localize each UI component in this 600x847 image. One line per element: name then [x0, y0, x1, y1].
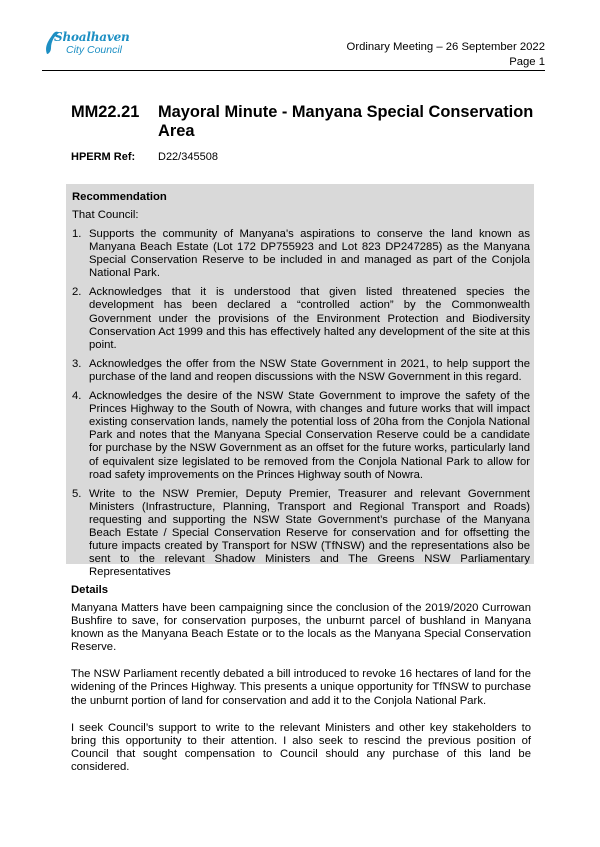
details-paragraph: The NSW Parliament recently debated a bill introduced to revoke 16 hectares of land for the widening of the Princes Highway. This presents a unique opportunity for TfNSW to purchase the unburnt portion of land for conservation and add it to the Conjola National Park. [71, 668, 531, 707]
recommendation-heading: Recommendation [72, 191, 167, 203]
item-text: Acknowledges the offer from the NSW State Government in 2021, to help support the purchase of the land and reopen discussions with the NSW Government in this regard. [89, 357, 530, 383]
list-item [72, 228, 530, 280]
details-paragraph: Manyana Matters have been campaigning since the conclusion of the 2019/2020 Currowan Bushfire to save, for conservation purposes, the unburnt parcel of bushland in Manyana known as the Manyana Beach Estate or to the locals as the Manyana Special Conservation Reserve. [71, 602, 531, 654]
item-number: 5. [72, 487, 82, 500]
page-number: Page 1 [509, 56, 545, 68]
page-header [347, 40, 545, 70]
list-item [72, 390, 530, 482]
item-code: MM22.21 [71, 103, 140, 121]
item-number: 3. [72, 357, 82, 370]
details-heading: Details [71, 584, 109, 596]
logo-name: Shoalhaven [54, 30, 130, 44]
recommendation-list [72, 228, 530, 585]
item-text: Supports the community of Manyana's aspirations to conserve the land known as Manyana Beach Estate (Lot 172 DP755923 and Lot 823 DP247285) as the Manyana Special Conservation Reserve to be included in and managed as part of the Conjola National Park. [89, 228, 530, 280]
item-number: 4. [72, 390, 82, 403]
logo-subtitle: City Council [66, 44, 123, 56]
list-item [72, 358, 530, 384]
list-item [72, 488, 530, 580]
item-text: Acknowledges that it is understood that given listed threatened species the development has been declared a “controlled action” by the Commonwealth Government under the provisions of the Environment Protection and Biodiversity Conservation Act 1999 and this has effectively halted any development of the site at this point. [89, 286, 530, 351]
ref-value: D22/345508 [158, 151, 218, 163]
details-paragraph: I seek Council’s support to write to the relevant Ministers and other key stakeholders to bring this opportunity to their attention. I also seek to rescind the previous position of Council that sought compensation to Council should any purchase of this land be considered. [71, 721, 531, 773]
item-text: Acknowledges the desire of the NSW State Government to improve the safety of the Princes Highway to the South of Nowra, with changes and future works that will impact existing conservation lands, namely the potential loss of 20ha from the Conjola National Park and notes that the Manyana Special Conservation Reserve could be a candidate for purchase by the NSW Government as an offset for the future works, particularly land of equivalent size legislated to be removed from the Conjola National Park to allow for road safety improvements on the Princes Highway south of Nowra. [89, 390, 530, 481]
header-divider [42, 70, 545, 71]
item-number: 2. [72, 286, 82, 299]
item-number: 1. [72, 228, 82, 240]
hperm-reference [71, 151, 218, 163]
council-logo [44, 30, 134, 64]
meeting-title: Ordinary Meeting – 26 September 2022 [346, 41, 545, 53]
item-title: Mayoral Minute - Manyana Special Conservation Area [158, 103, 534, 140]
recommendation-box [66, 184, 534, 579]
ref-label: HPERM Ref: [71, 151, 136, 163]
list-item [72, 286, 530, 351]
details-body [71, 602, 531, 788]
item-text: Write to the NSW Premier, Deputy Premier, Treasurer and relevant Government Ministers (Infrastructure, Planning, Transport and Regional Transport and Roads) requesting and supporting the NSW State Government’s purchase of the Manyana Beach Estate / Special Conservation Reserve for conservation and for offsetting the future impacts created by Transport for NSW (TfNSW) and the representations also be sent to the relevant Shadow Ministers and The Greens NSW Parliamentary Representatives [89, 487, 530, 579]
recommendation-intro: That Council: [72, 209, 139, 221]
